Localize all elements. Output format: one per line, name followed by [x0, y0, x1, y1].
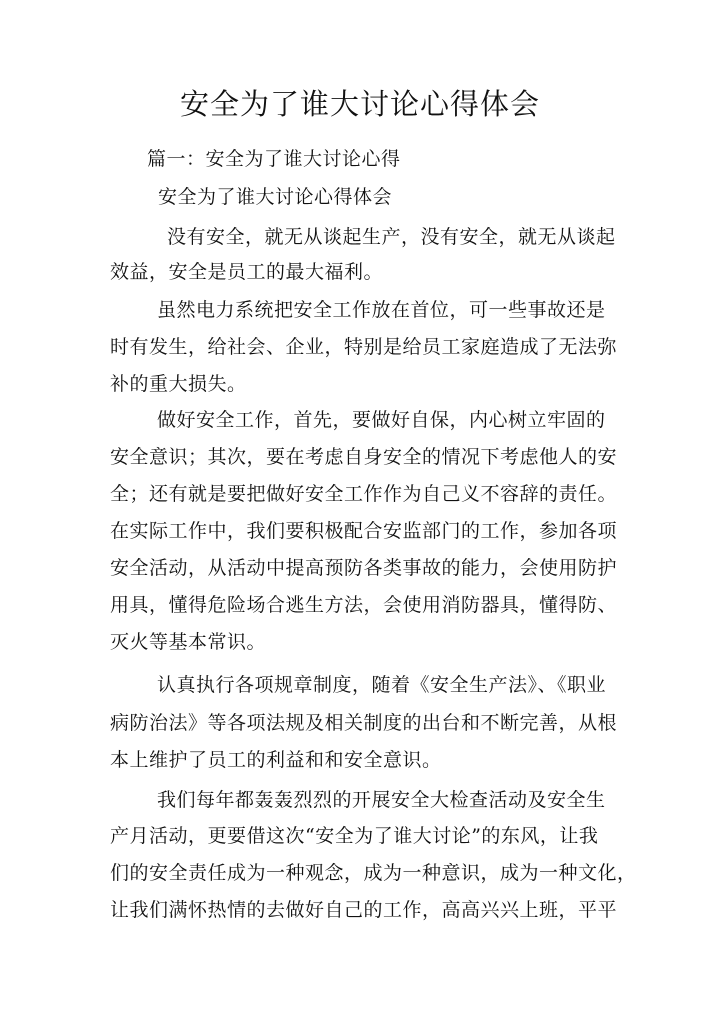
- paragraph-line: 灭火等基本常识。: [110, 631, 267, 653]
- page-title: 安全为了谁大讨论心得体会: [179, 87, 540, 121]
- paragraph-line: 认真执行各项规章制度，随着《安全生产法》、《职业: [157, 674, 607, 696]
- paragraph-line: 安全活动，从活动中提高预防各类事故的能力，会使用防护: [110, 557, 618, 579]
- paragraph-line: 效益，安全是员工的最大福利。: [110, 261, 384, 283]
- paragraph-line: 我们每年都轰轰烈烈的开展安全大检查活动及安全生: [157, 789, 606, 811]
- paragraph-line: 没有安全，就无从谈起生产，没有安全，就无从谈起: [167, 226, 616, 248]
- paragraph-line: 让我们满怀热情的去做好自己的工作，高高兴兴上班，平平: [110, 899, 618, 921]
- paragraph-line: 虽然电力系统把安全工作放在首位，可一些事故还是: [157, 299, 606, 321]
- subtitle: 安全为了谁大讨论心得体会: [158, 186, 393, 208]
- paragraph-line: 做好安全工作，首先，要做好自保，内心树立牢固的: [157, 409, 606, 431]
- paragraph-line: 产月活动，更要借这次“安全为了谁大讨论”的东风，让我: [110, 825, 599, 847]
- section-heading: 篇一：安全为了谁大讨论心得: [147, 148, 401, 170]
- paragraph-line: 全；还有就是要把做好安全工作作为自己义不容辞的责任。: [110, 483, 618, 505]
- paragraph-line: 病防治法》等各项法规及相关制度的出台和不断完善，从根: [110, 712, 618, 734]
- paragraph-line: 用具，懂得危险场合逃生方法，会使用消防器具，懂得防、: [110, 594, 618, 616]
- paragraph-line: 安全意识；其次，要在考虑自身安全的情况下考虑他人的安: [110, 446, 618, 468]
- paragraph-line: 补的重大损失。: [110, 373, 247, 395]
- paragraph-line: 时有发生，给社会、企业，特别是给员工家庭造成了无法弥: [110, 336, 618, 358]
- paragraph-line: 在实际工作中，我们要积极配合安监部门的工作，参加各项: [110, 520, 618, 542]
- paragraph-line: 本上维护了员工的利益和和安全意识。: [110, 749, 442, 771]
- paragraph-line: 们的安全责任成为一种观念，成为一种意识，成为一种文化，: [110, 862, 637, 884]
